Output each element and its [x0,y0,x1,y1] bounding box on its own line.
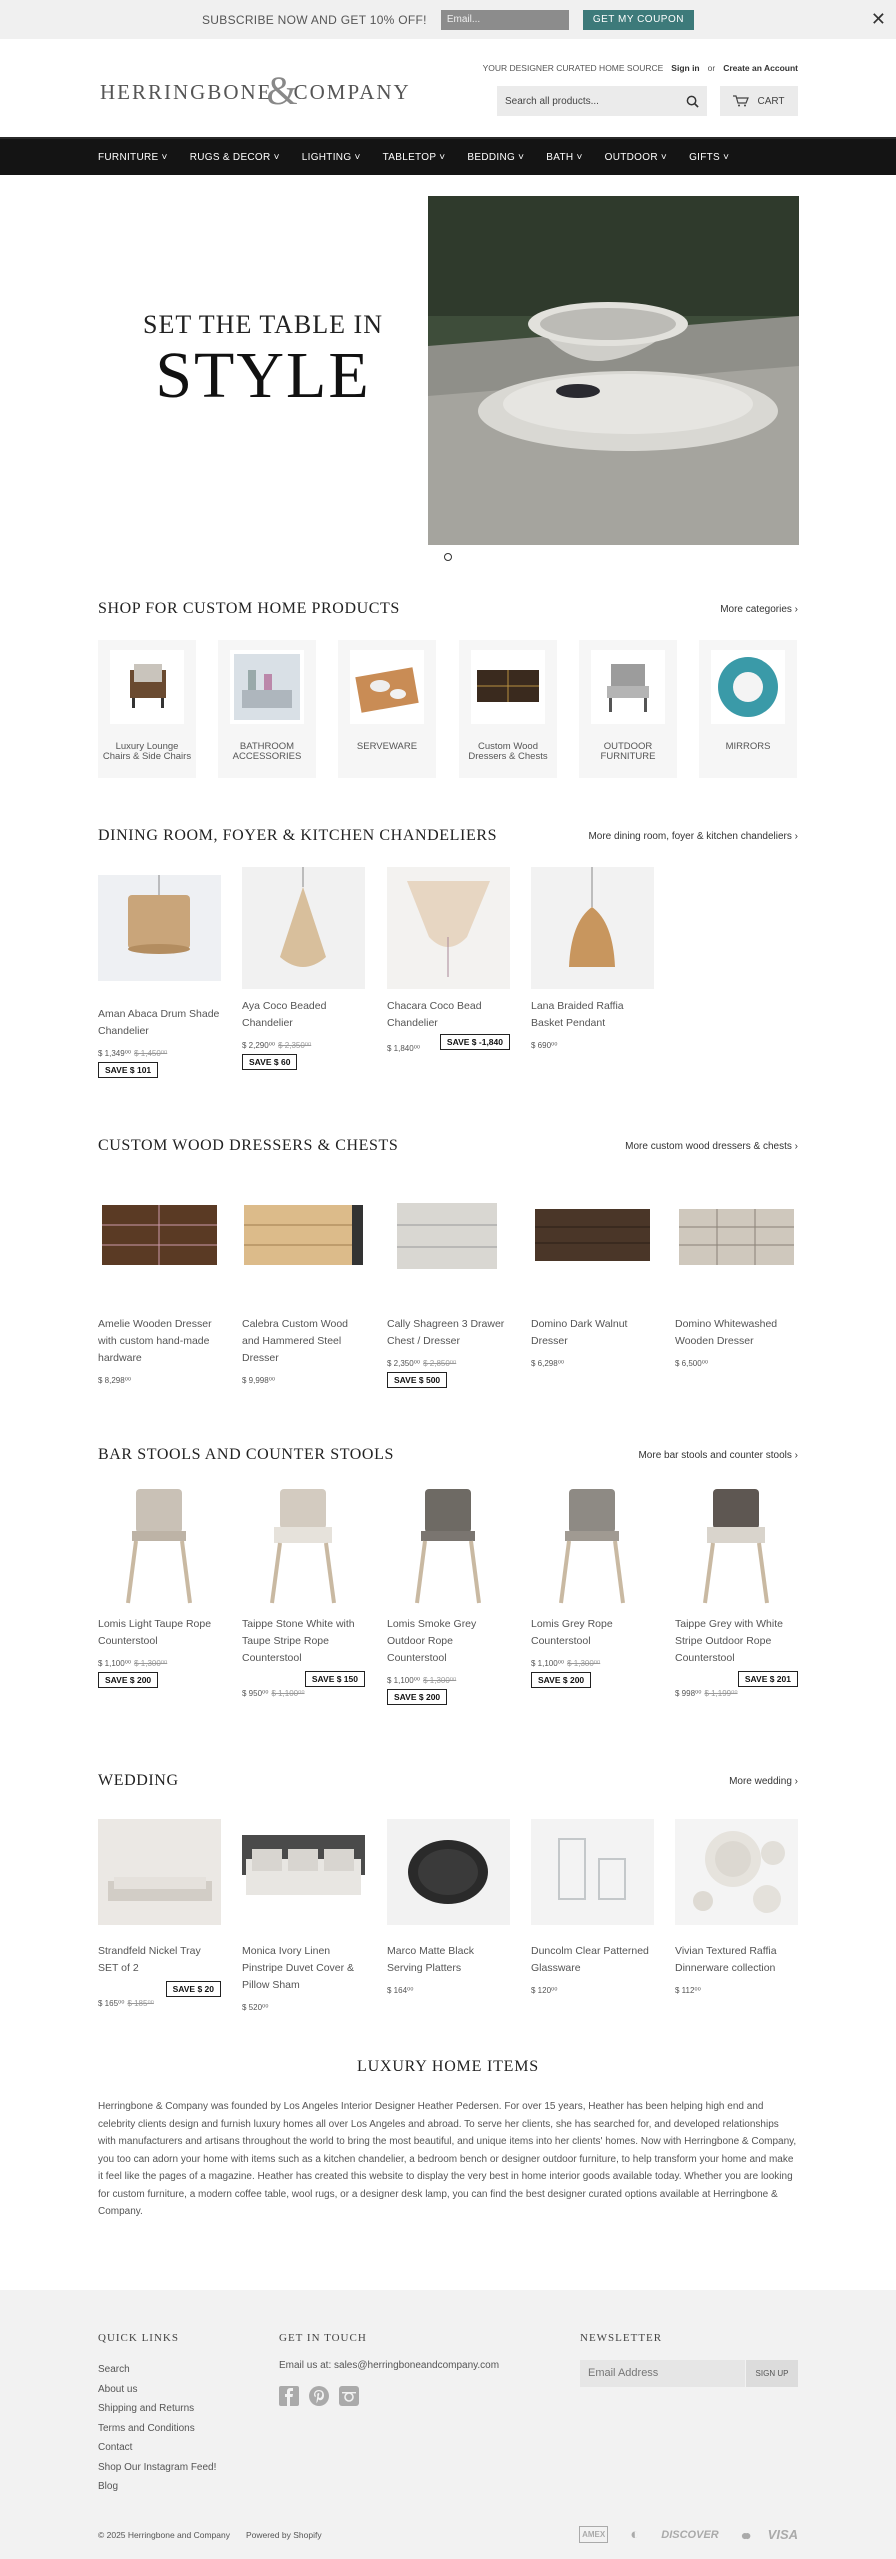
product-price: $ 520⁰⁰ [242,2003,269,2012]
product-image [387,1819,510,1925]
logo-ampersand: & [266,67,300,113]
save-badge: SAVE $ 500 [387,1372,447,1388]
payment-icons [579,2526,798,2543]
product-image [675,1185,798,1307]
promo-bar [0,0,896,39]
footer-link-about[interactable]: About us [98,2383,138,2395]
visa-icon: VISA [767,2527,798,2542]
footer-link-terms[interactable]: Terms and Conditions [98,2422,195,2434]
product-card[interactable] [387,1485,510,1705]
product-name: Taippe Grey with White Stripe Outdoor Rope Counterstool [675,1618,783,1664]
product-image [98,1819,221,1925]
product-image [98,1185,221,1307]
product-card[interactable] [242,1819,365,2012]
product-card[interactable] [98,1485,221,1688]
nav-rugs-decor[interactable]: RUGS & DECOR ˅ [189,151,280,163]
product-name: Chacara Coco Bead Chandelier [387,1000,482,1029]
category-mirrors[interactable] [699,640,797,778]
product-name: Monica Ivory Linen Pinstripe Duvet Cover & Pillow Sham [242,1945,355,1991]
product-name: Calebra Custom Wood and Hammered Steel Dresser [242,1318,349,1364]
save-badge: SAVE $ 201 [738,1671,798,1687]
product-name: Strandfeld Nickel Tray SET of 2 [98,1945,201,1974]
hero-line2: STYLE [155,339,371,412]
nav-gifts[interactable]: GIFTS ˅ [689,151,730,163]
product-image [242,867,365,989]
product-price: $ 998⁰⁰ $ 1,199⁰⁰ [675,1689,738,1698]
product-card[interactable] [242,867,365,1070]
product-image [98,1485,221,1607]
or-text: or [707,63,716,73]
hero-line1: SET THE TABLE IN [143,310,383,339]
product-name: Lana Braided Raffia Basket Pendant [531,1000,624,1029]
hero-text [98,310,428,413]
product-card[interactable] [531,867,654,1050]
diners-icon: ◐ [630,2526,640,2543]
product-card[interactable] [531,1485,654,1688]
product-card[interactable] [675,1819,798,1995]
product-image [387,1185,510,1307]
create-account-link[interactable]: Create an Account [723,63,798,73]
nav-tabletop[interactable]: TABLETOP ˅ [382,151,446,163]
product-card[interactable] [98,875,221,1078]
quick-links-title: QUICK LINKS [98,2332,179,2344]
main-nav [0,137,896,175]
product-price: $ 2,350⁰⁰ $ 2,850⁰⁰ [387,1359,457,1368]
get-in-touch-title: GET IN TOUCH [279,2332,367,2344]
product-image [387,1485,510,1607]
logo[interactable] [100,67,445,113]
product-name: Lomis Light Taupe Rope Counterstool [98,1618,212,1647]
product-price: $ 165⁰⁰ $ 185⁰⁰ [98,1999,154,2008]
product-image [531,1185,654,1307]
search-placeholder: Search all products... [505,95,599,107]
cart-label: CART [757,95,785,107]
pinterest-icon[interactable] [309,2386,329,2406]
quick-links [98,2360,216,2497]
product-card[interactable] [387,1185,510,1388]
slider-dot[interactable] [444,553,452,561]
category-label: OUTDOOR FURNITURE [600,741,656,763]
product-name: Duncolm Clear Patterned Glassware [531,1945,649,1974]
product-name: Lomis Smoke Grey Outdoor Rope Counterstool [387,1618,477,1664]
sign-up-button[interactable]: SIGN UP [746,2360,798,2387]
product-price: $ 164⁰⁰ [387,1986,414,1995]
category-outdoor[interactable] [579,640,677,778]
footer-link-search[interactable]: Search [98,2364,130,2375]
product-card[interactable] [387,867,510,1053]
product-image [242,1819,365,1925]
logo-right: COMPANY [293,79,411,104]
product-image [242,1185,365,1307]
product-price: $ 950⁰⁰ $ 1,100⁰⁰ [242,1689,305,1698]
save-badge: SAVE $ -1,840 [440,1034,510,1050]
more-stools-link[interactable]: More bar stools and counter stools › [638,1450,798,1461]
category-image [591,650,665,724]
save-badge: SAVE $ 200 [387,1689,447,1705]
product-image [98,875,221,981]
stools-title: BAR STOOLS AND COUNTER STOOLS [98,1446,394,1463]
category-dressers[interactable] [459,640,557,778]
product-price: $ 1,349⁰⁰ $ 1,450⁰⁰ [98,1049,168,1058]
nav-bath[interactable]: BATH ˅ [546,151,583,163]
category-image [350,650,424,724]
product-card[interactable] [675,1185,798,1368]
product-price: $ 1,100⁰⁰ $ 1,300⁰⁰ [531,1659,601,1668]
product-name: Vivian Textured Raffia Dinnerware collection [675,1945,777,1974]
save-badge: SAVE $ 200 [531,1672,591,1688]
search-icon[interactable] [686,95,699,108]
product-price: $ 112⁰⁰ [675,1986,701,1995]
facebook-icon[interactable] [279,2386,299,2406]
product-name: Marco Matte Black Serving Platters [387,1945,474,1974]
about-text: Herringbone & Company was founded by Los Angeles Interior Designer Heather Pedersen. For over 15 years, Heather has been helping high end and celebrity clients design and furnish luxury homes all over Los Angeles and abroad. To serve her clients, she has searched for, and developed relationships with manufacturers and artisans throughout the world to bring the most beautiful, and unique items into her clients' homes. Now with Herringbone & Company, you too can adorn your home with items such as a kitchen chandelier, a bedroom bench or designer outdoor furniture, to help transform your home and make it feel like the pages of a magazine. Heather has created this website to display the very best in home interior goods available today. Whether you are looking for custom furniture, a modern coffee table, wool rugs, or a designer desk lamp, you can find the best designer curated options available at Herringbone & Company. [98,2101,797,2217]
copyright [98,2530,322,2540]
product-name: Lomis Grey Rope Counterstool [531,1618,613,1647]
category-label: Custom Wood Dressers & Chests [468,741,548,763]
mastercard-icon: ●● [740,2526,746,2543]
product-price: $ 1,100⁰⁰ $ 1,300⁰⁰ [98,1659,168,1668]
product-card[interactable] [242,1485,365,1698]
category-image [110,650,184,724]
product-image [675,1819,798,1925]
product-name: Amelie Wooden Dresser with custom hand-made hardware [98,1318,212,1364]
more-wedding-link[interactable]: More wedding › [729,1776,798,1787]
account-links [483,63,798,73]
more-dressers-link[interactable]: More custom wood dressers & chests › [625,1141,798,1152]
nav-bedding[interactable]: BEDDING ˅ [467,151,525,163]
product-price: $ 1,840⁰⁰ [387,1044,421,1053]
promo-email-input[interactable]: Email... [441,10,569,30]
social-icons [279,2386,359,2406]
wedding-title: WEDDING [98,1772,179,1789]
product-image [387,867,510,989]
category-image [230,650,304,724]
product-price: $ 690⁰⁰ [531,1041,558,1050]
product-card[interactable] [98,1819,221,2008]
product-name: Aya Coco Beaded Chandelier [242,1000,327,1029]
save-badge: SAVE $ 101 [98,1062,158,1078]
category-label: MIRRORS [725,741,771,752]
category-image [471,650,545,724]
nav-furniture[interactable]: FURNITURE ˅ [98,151,168,163]
category-label: BATHROOM ACCESSORIES [232,741,302,763]
search-input[interactable] [497,86,707,116]
category-bathroom[interactable] [218,640,316,778]
shop-custom-title: SHOP FOR CUSTOM HOME PRODUCTS [98,600,400,617]
discover-icon: DISCOVER [661,2528,719,2541]
nav-outdoor[interactable]: OUTDOOR ˅ [604,151,668,163]
product-price: $ 2,290⁰⁰ $ 2,350⁰⁰ [242,1041,312,1050]
powered-by-link[interactable]: Powered by Shopify [245,2530,322,2540]
more-chandeliers-link[interactable]: More dining room, foyer & kitchen chandeliers › [588,831,798,842]
product-price: $ 6,500⁰⁰ [675,1359,709,1368]
cart-icon [733,95,749,107]
product-image [531,1819,654,1925]
product-price: $ 1,100⁰⁰ $ 1,300⁰⁰ [387,1676,457,1685]
category-label: Luxury Lounge Chairs & Side Chairs [102,741,192,763]
contact-email[interactable]: Email us at: sales@herringboneandcompany.com [279,2360,500,2371]
footer-link-contact[interactable]: Contact [98,2442,133,2453]
copyright-text: © 2025 Herringbone and Company [98,2530,230,2540]
nav-lighting[interactable]: LIGHTING ˅ [301,151,361,163]
hero-image[interactable] [428,196,799,545]
promo-text: SUBSCRIBE NOW AND GET 10% OFF! [202,12,427,27]
product-card[interactable] [675,1485,798,1698]
product-name: Taippe Stone White with Taupe Stripe Rope Counterstool [242,1618,355,1664]
logo-left: HERRINGBONE [100,79,273,104]
tagline: YOUR DESIGNER CURATED HOME SOURCE [482,63,664,73]
product-image [675,1485,798,1607]
sign-in-link[interactable]: Sign in [671,63,700,73]
amex-icon: AMEX [579,2526,608,2543]
dressers-title: CUSTOM WOOD DRESSERS & CHESTS [98,1137,399,1154]
more-categories-link[interactable]: More categories › [720,604,798,615]
newsletter-email-input[interactable]: Email Address [580,2360,745,2387]
product-name: Cally Shagreen 3 Drawer Chest / Dresser [387,1318,505,1347]
save-badge: SAVE $ 60 [242,1054,297,1070]
cart-button[interactable] [720,86,798,116]
product-name: Aman Abaca Drum Shade Chandelier [98,1008,220,1037]
about-title: LUXURY HOME ITEMS [357,2058,539,2075]
product-price: $ 120⁰⁰ [531,1986,558,1995]
footer-link-shipping[interactable]: Shipping and Returns [98,2403,195,2414]
chandeliers-title: DINING ROOM, FOYER & KITCHEN CHANDELIERS [98,827,498,844]
product-card[interactable] [242,1185,365,1385]
footer [0,2290,896,2559]
category-label: SERVEWARE [356,741,418,752]
product-image [531,1485,654,1607]
save-badge: SAVE $ 150 [305,1671,365,1687]
product-card[interactable] [531,1185,654,1368]
category-image [711,650,785,724]
get-coupon-button[interactable]: GET MY COUPON [583,10,694,30]
category-serveware[interactable] [338,640,436,778]
product-price: $ 9,998⁰⁰ [242,1376,276,1385]
product-price: $ 6,298⁰⁰ [531,1359,565,1368]
save-badge: SAVE $ 20 [166,1981,221,1997]
save-badge: SAVE $ 200 [98,1672,158,1688]
product-card[interactable] [531,1819,654,1995]
footer-link-blog[interactable]: Blog [98,2481,119,2492]
newsletter-title: NEWSLETTER [580,2332,663,2344]
footer-link-instagram[interactable]: Shop Our Instagram Feed! [98,2461,217,2473]
instagram-icon[interactable] [339,2386,359,2406]
product-image [242,1485,365,1607]
product-card[interactable] [98,1185,221,1385]
product-name: Domino Whitewashed Wooden Dresser [675,1318,778,1347]
close-icon[interactable]: ✕ [870,9,886,29]
product-name: Domino Dark Walnut Dresser [531,1318,628,1347]
product-image [531,867,654,989]
category-lounge-chairs[interactable] [98,640,196,778]
product-card[interactable] [387,1819,510,1995]
product-price: $ 8,298⁰⁰ [98,1376,132,1385]
